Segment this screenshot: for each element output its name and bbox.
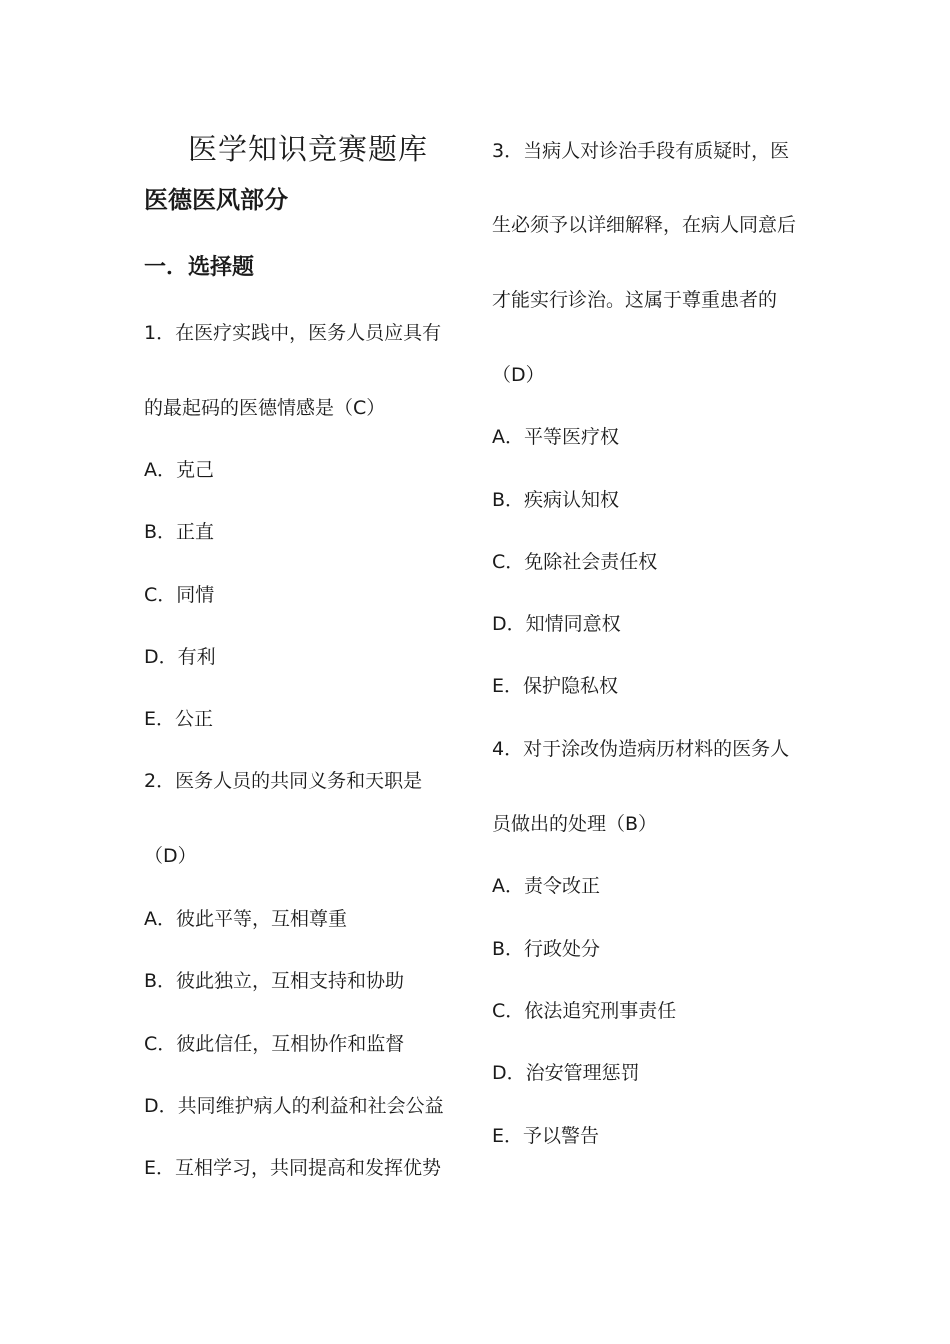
- question-4-option-d: D．治安管理惩罚: [492, 1062, 640, 1084]
- question-1-option-b: B．正直: [144, 521, 215, 543]
- question-1-line-1: 1．在医疗实践中，医务人员应具有: [144, 322, 442, 344]
- question-2-option-a: A．彼此平等，互相尊重: [144, 908, 347, 930]
- question-2-option-b: B．彼此独立，互相支持和协助: [144, 970, 405, 992]
- question-1-option-d: D．有利: [144, 646, 216, 668]
- question-1-option-a: A．克己: [144, 459, 214, 481]
- question-4-option-b: B．行政处分: [492, 938, 601, 960]
- question-1-line-2: 的最起码的医德情感是（C）: [144, 397, 386, 419]
- question-3-line-4: （D）: [492, 364, 545, 386]
- question-3-option-d: D．知情同意权: [492, 613, 621, 635]
- section-heading: 医德医风部分: [144, 186, 288, 214]
- question-3-line-1: 3．当病人对诊治手段有质疑时，医: [492, 140, 790, 162]
- question-4-option-c: C．依法追究刑事责任: [492, 1000, 677, 1022]
- question-2-option-c: C．彼此信任，互相协作和监督: [144, 1033, 405, 1055]
- question-1-option-c: C．同情: [144, 584, 215, 606]
- question-3-option-e: E．保护隐私权: [492, 675, 619, 697]
- question-3-option-b: B．疾病认知权: [492, 489, 620, 511]
- question-3-line-2: 生必须予以详细解释，在病人同意后: [492, 214, 797, 236]
- question-2-line-2: （D）: [144, 845, 197, 867]
- question-4-line-1: 4．对于涂改伪造病历材料的医务人: [492, 738, 790, 760]
- question-3-line-3: 才能实行诊治。这属于尊重患者的: [492, 289, 778, 311]
- document-title: 医学知识竞赛题库: [188, 132, 429, 166]
- question-2-option-e: E．互相学习，共同提高和发挥优势: [144, 1157, 442, 1179]
- question-2-line-1: 2．医务人员的共同义务和天职是: [144, 770, 423, 792]
- question-4-line-2: 员做出的处理（B）: [492, 813, 658, 835]
- question-1-option-e: E．公正: [144, 708, 214, 730]
- question-4-option-a: A．责令改正: [492, 875, 600, 897]
- subsection-heading: 一．选择题: [144, 255, 255, 280]
- question-3-option-c: C．免除社会责任权: [492, 551, 658, 573]
- question-2-option-d: D．共同维护病人的利益和社会公益: [144, 1095, 444, 1117]
- question-3-option-a: A．平等医疗权: [492, 426, 619, 448]
- question-4-option-e: E．予以警告: [492, 1125, 600, 1147]
